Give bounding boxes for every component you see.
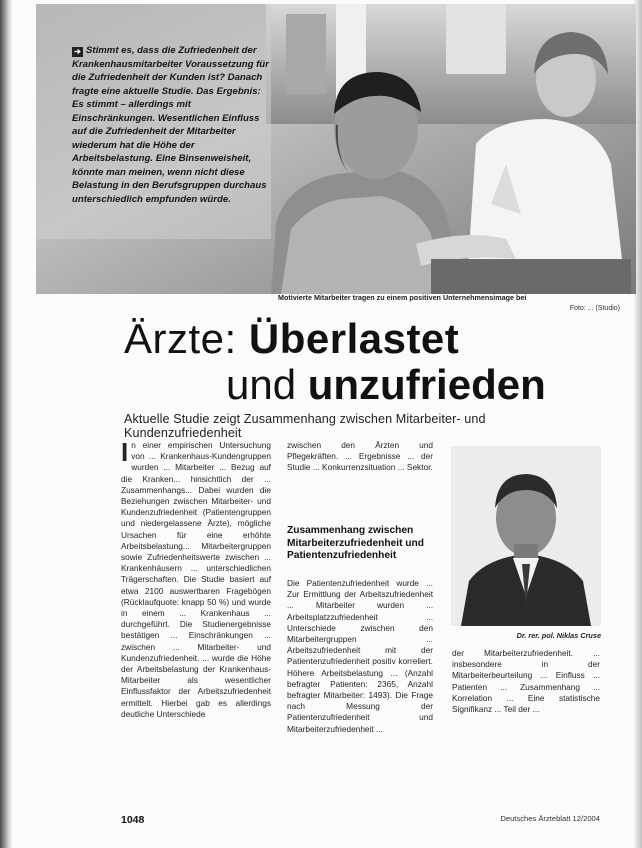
- intro-paragraph: Stimmt es, dass die Zufriedenheit der Krankenhausmitarbeiter Voraussetzung für die Zufriedenheit der Kunden ist? Danach fragte eine aktuelle Studie. Das Ergebnis: Es stimmt – allerdings mit Einschränkungen. Wesentlichen Einfluss auf die Zufriedenheit der Mitarbeiter wiederum hat die Höhe der Arbeitsbelastung. Eine Binsenweisheit, könnte man meinen, wenn nicht diese Belastung in den Berufsgruppen durchaus unterschiedlich empfunden würde.: [72, 45, 269, 205]
- body-column-2: zwischen den Ärzten und Pflegekräften. ... Ergebnisse ... der Studie ... Konkurrenzsituation ... Sektor.: [287, 440, 433, 473]
- section-heading: Zusammenhang zwischen Mitarbeiterzufriedenheit und Patientenzufriedenheit: [287, 525, 424, 561]
- title-light-part: Ärzte:: [124, 315, 249, 362]
- page-binding-shadow: [0, 0, 12, 848]
- author-portrait: [451, 446, 601, 626]
- article-title-line2: [226, 363, 546, 407]
- article-subtitle: Aktuelle Studie zeigt Zusammenhang zwischen Mitarbeiter- und Kundenzufriedenheit: [124, 412, 486, 440]
- intro-text: [72, 44, 274, 206]
- title-bold-part: Überlastet: [248, 315, 460, 362]
- portrait-caption: Dr. rer. pol. Niklas Cruse: [516, 631, 601, 640]
- photo-credit: Foto: ... (Studio): [569, 305, 620, 312]
- arrow-right-icon: ➔: [72, 47, 83, 57]
- drop-cap: I: [121, 437, 129, 467]
- photo-caption: Motivierte Mitarbeiter tragen zu einem positiven Unternehmensimage bei: [278, 293, 527, 302]
- journal-footer: Deutsches Ärzteblatt 12/2004: [500, 814, 600, 823]
- article-title-line1: [124, 317, 459, 361]
- title-bold-part: unzufrieden: [307, 361, 546, 408]
- title-light-part: und: [226, 361, 308, 408]
- body-column-1: [121, 437, 271, 720]
- body-column-3: der Mitarbeiterzufriedenheit. ... insbesondere in der Mitarbeiterbeurteilung ... Einfluss ... Patienten ... Zusammenhang ... Korrelation ... Eine statistische Signifikanz ... Teil der ...: [452, 648, 600, 715]
- body-column-2-continued: Die Patientenzufriedenheit wurde ... Zur Ermittlung der Arbeitszufriedenheit ... Mitarbeiter wurden ... Arbeitsplatzzufriedenheit ... Unterschiede zwischen den Mitarbeitergruppen ... Arbeitszufriedenheit mit der Patientenzufriedenheit positiv korreliert. Höhere Arbeitsbelastung ... (Anzahl befragter Patienten: 2365, Anzahl befragter Mitarbeiter: 1493). Die Frage nach Messung der Patientenzufriedenheit und Mitarbeiterzufriedenheit ...: [287, 578, 433, 734]
- page-number: 1048: [121, 814, 145, 826]
- column-1-text: n einer empirischen Untersuchung von ... Krankenhaus-Kundengruppen wurden ... Mitarbeiter ... Bezug auf die Kranken... hinsichtlich der ... Zusammenhangs... Dabei wurden die Beziehungen zwischen Mitarbeiter- und Kundenzufriedenheit (Patientengruppen und niedergelassene Ärzte), mögliche Ursachen für eine erhöhte Arbeitsbelastung... Mitarbeitergruppen sowie Zufriedenheitswerte zwischen ... Krankenhäusern ... unterschiedlichen Trägerschaften. Die Studie basiert auf etwa 2100 auswertbaren Fragebögen (Rücklaufquote: knapp 50 %) und wurde in einem ... Krankenhaus ... durchgeführt. Die Studienergebnisse bestätigen ... Einschränkungen ... zwischen ... Mitarbeiter- und Kundenzufriedenheit. ... wurde die Höhe der Arbeitsbelastung der Krankenhaus-Mitarbeiter als wesentlicher Einflussfaktor der Arbeitszufriedenheit ermittelt. Hierbei gab es allerdings deutliche Unterschiede: [121, 440, 271, 719]
